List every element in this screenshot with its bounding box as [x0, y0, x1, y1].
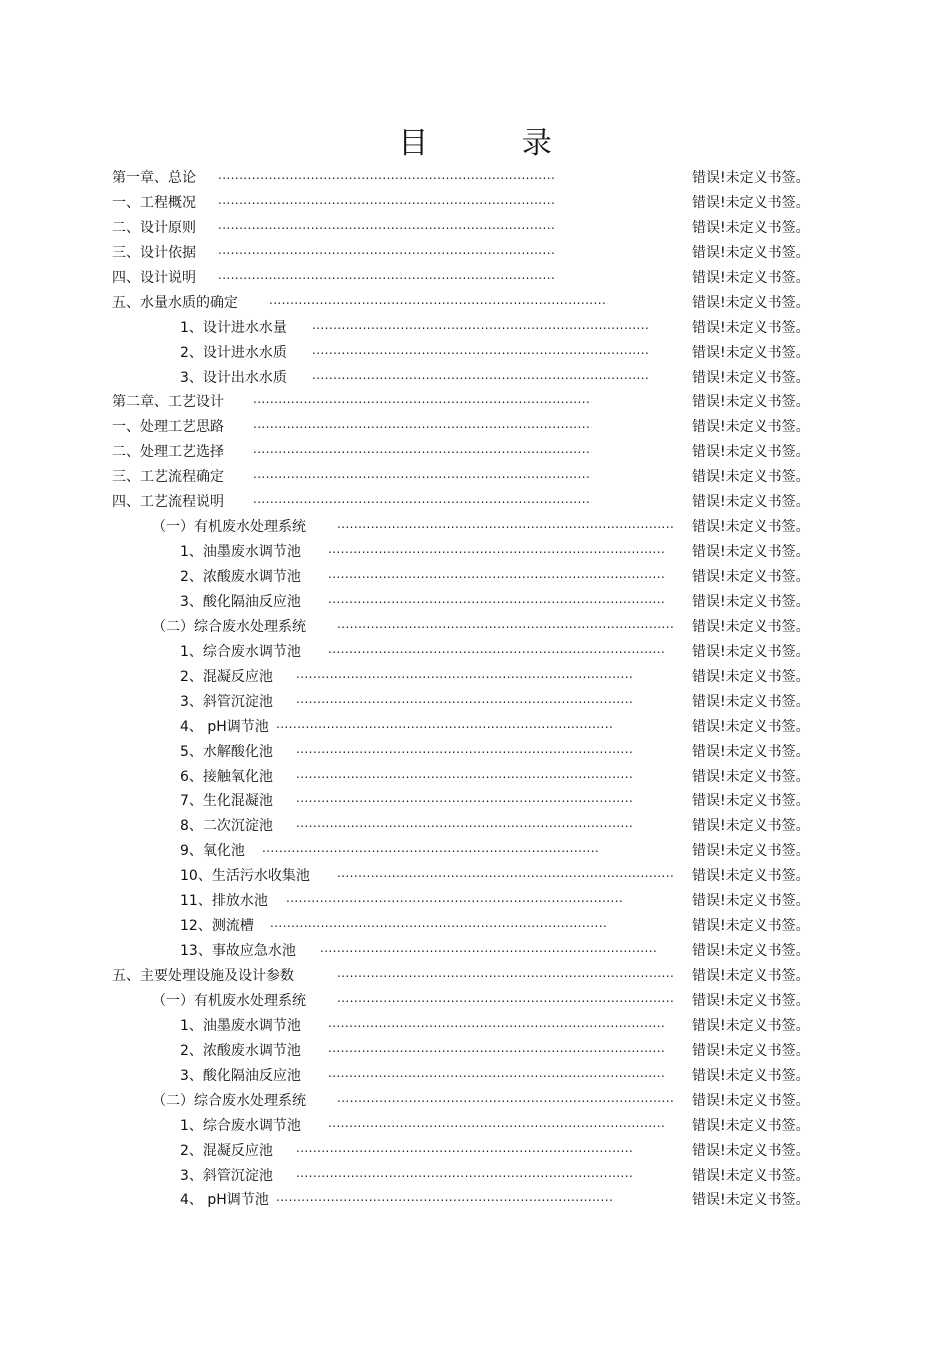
toc-entry[interactable]	[112, 465, 832, 490]
toc-dot-leader: ................................................................................	[253, 467, 591, 482]
toc-dot-leader: ................................................................................	[337, 966, 675, 980]
toc-dot-leader: ................................................................................	[312, 367, 650, 382]
toc-entry-page-ref: 错误!未定义书签。	[692, 818, 810, 835]
toc-entry-label: 二、设计原则	[112, 219, 196, 236]
toc-entry-page-ref: 错误!未定义书签。	[692, 369, 810, 386]
toc-dot-leader: ................................................................................	[328, 591, 666, 606]
toc-entry-label: 11、排放水池	[180, 893, 268, 910]
toc-dot-leader: ................................................................................	[296, 816, 634, 831]
toc-entry-label: 12、测流槽	[180, 918, 254, 935]
toc-entry-label: 五、水量水质的确定	[112, 294, 238, 311]
toc-entry-label: 1、油墨废水调节池	[180, 1017, 301, 1034]
toc-entry-page-ref: 错误!未定义书签。	[692, 344, 810, 361]
toc-dot-leader: ................................................................................	[296, 666, 634, 681]
toc-title: 目 录	[398, 126, 594, 161]
toc-dot-leader: ................................................................................	[296, 766, 634, 781]
table-of-contents	[112, 166, 832, 1213]
toc-dot-leader: ................................................................................	[337, 866, 675, 881]
toc-entry-label: 2、设计进水水质	[180, 344, 287, 361]
toc-entry-page-ref: 错误!未定义书签。	[692, 1017, 810, 1034]
toc-dot-leader: ................................................................................	[337, 517, 675, 532]
toc-dot-leader: ................................................................................	[328, 1040, 666, 1055]
toc-entry-label: 2、浓酸废水调节池	[180, 569, 301, 585]
toc-entry-label: 一、处理工艺思路	[112, 419, 224, 436]
toc-entry[interactable]	[112, 390, 832, 415]
toc-dot-leader: ................................................................................	[328, 1065, 666, 1080]
toc-dot-leader: ................................................................................	[312, 317, 650, 332]
toc-entry-label: 一、工程概况	[112, 194, 196, 211]
toc-dot-leader: ................................................................................	[328, 1015, 666, 1030]
toc-entry-page-ref: 错误!未定义书签。	[692, 294, 810, 311]
toc-entry-label: 1、综合废水调节池	[180, 1117, 301, 1134]
toc-entry-label: 10、生活污水收集池	[180, 868, 310, 885]
toc-dot-leader: ................................................................................	[262, 841, 600, 856]
toc-dot-leader: ................................................................................	[337, 1090, 675, 1105]
toc-entry-label: 3、斜管沉淀池	[180, 693, 273, 710]
toc-entry-page-ref: 错误!未定义书签。	[692, 843, 810, 860]
toc-entry-label: 四、设计说明	[112, 269, 196, 286]
toc-entry-label: 三、工艺流程确定	[112, 469, 224, 486]
toc-dot-leader: ................................................................................	[328, 542, 666, 557]
toc-entry-label: （一）有机废水处理系统	[152, 992, 306, 1009]
toc-entry-page-ref: 错误!未定义书签。	[692, 593, 810, 610]
toc-entry-page-ref: 错误!未定义书签。	[692, 1092, 810, 1109]
toc-entry-page-ref: 错误!未定义书签。	[692, 618, 810, 635]
toc-entry-page-ref: 错误!未定义书签。	[692, 544, 810, 561]
toc-entry-label: 7、生化混凝池	[180, 793, 273, 810]
toc-entry[interactable]	[112, 415, 832, 440]
toc-dot-leader: ................................................................................	[337, 990, 675, 1005]
toc-dot-leader: ................................................................................	[296, 691, 634, 706]
toc-entry-label: 二、处理工艺选择	[112, 444, 224, 461]
toc-entry-label: 五、主要处理设施及设计参数	[112, 968, 294, 984]
toc-entry-label: 4、 pH调节池	[180, 1192, 269, 1209]
toc-entry[interactable]	[112, 366, 832, 391]
toc-entry-label: 13、事故应急水池	[180, 943, 296, 960]
toc-entry-label: 1、设计进水水量	[180, 319, 287, 336]
toc-entry-page-ref: 错误!未定义书签。	[692, 494, 810, 511]
toc-dot-leader: ................................................................................	[218, 242, 556, 257]
toc-dot-leader: ................................................................................	[328, 567, 666, 581]
toc-entry-page-ref: 错误!未定义书签。	[692, 1042, 810, 1059]
toc-entry-page-ref: 错误!未定义书签。	[692, 219, 810, 236]
toc-entry-page-ref: 错误!未定义书签。	[692, 868, 810, 885]
toc-entry-label: 9、氧化池	[180, 843, 245, 860]
toc-dot-leader: ................................................................................	[296, 741, 634, 756]
toc-entry-label: 4、 pH调节池	[180, 718, 269, 735]
toc-dot-leader: ................................................................................	[328, 1115, 666, 1130]
toc-entry-page-ref: 错误!未定义书签。	[692, 718, 810, 735]
toc-dot-leader: ................................................................................	[253, 417, 591, 432]
toc-entry-page-ref: 错误!未定义书签。	[692, 918, 810, 935]
toc-entry-page-ref: 错误!未定义书签。	[692, 1192, 810, 1209]
toc-entry-page-ref: 错误!未定义书签。	[692, 1167, 810, 1184]
toc-entry-label: 3、酸化隔油反应池	[180, 1067, 301, 1084]
toc-entry-label: 第二章、工艺设计	[112, 394, 224, 411]
toc-entry-page-ref: 错误!未定义书签。	[692, 693, 810, 710]
toc-entry-label: 5、水解酸化池	[180, 743, 273, 760]
toc-entry-page-ref: 错误!未定义书签。	[692, 943, 810, 960]
toc-entry-page-ref: 错误!未定义书签。	[692, 394, 810, 411]
toc-dot-leader: ................................................................................	[253, 392, 591, 407]
toc-dot-leader: ................................................................................	[218, 168, 556, 182]
toc-entry-page-ref: 错误!未定义书签。	[692, 668, 810, 685]
toc-dot-leader: ................................................................................	[270, 916, 608, 931]
toc-entry-label: 三、设计依据	[112, 244, 196, 261]
toc-entry-page-ref: 错误!未定义书签。	[692, 444, 810, 461]
toc-dot-leader: ................................................................................	[296, 1165, 634, 1180]
toc-entry[interactable]	[112, 440, 832, 465]
toc-entry-page-ref: 错误!未定义书签。	[692, 1067, 810, 1084]
toc-entry-label: 2、浓酸废水调节池	[180, 1042, 301, 1059]
toc-entry-page-ref: 错误!未定义书签。	[692, 893, 810, 910]
toc-entry-page-ref: 错误!未定义书签。	[692, 194, 810, 211]
toc-entry-page-ref: 错误!未定义书签。	[692, 793, 810, 810]
toc-entry-label: 3、酸化隔油反应池	[180, 593, 301, 610]
toc-entry-label: 3、设计出水水质	[180, 369, 287, 386]
toc-entry-label: （一）有机废水处理系统	[152, 519, 306, 536]
toc-dot-leader: ................................................................................	[218, 217, 556, 232]
toc-entry-label: 四、工艺流程说明	[112, 494, 224, 511]
toc-entry-label: 3、斜管沉淀池	[180, 1167, 273, 1184]
toc-dot-leader: ................................................................................	[269, 292, 607, 307]
toc-entry-page-ref: 错误!未定义书签。	[692, 244, 810, 261]
toc-entry-page-ref: 错误!未定义书签。	[692, 269, 810, 286]
toc-entry-page-ref: 错误!未定义书签。	[692, 319, 810, 336]
toc-entry-page-ref: 错误!未定义书签。	[692, 1142, 810, 1159]
toc-dot-leader: ................................................................................	[286, 891, 624, 906]
toc-entry-label: 2、混凝反应池	[180, 1142, 273, 1159]
toc-entry-page-ref: 错误!未定义书签。	[692, 569, 810, 585]
toc-dot-leader: ................................................................................	[296, 791, 634, 806]
toc-entry-label: 1、油墨废水调节池	[180, 544, 301, 561]
toc-entry-page-ref: 错误!未定义书签。	[692, 743, 810, 760]
toc-entry-page-ref: 错误!未定义书签。	[692, 419, 810, 436]
toc-entry-label: 1、综合废水调节池	[180, 643, 301, 660]
toc-entry-page-ref: 错误!未定义书签。	[692, 519, 810, 536]
toc-dot-leader: ................................................................................	[320, 941, 658, 956]
toc-entry-label: （二）综合废水处理系统	[152, 1092, 306, 1109]
toc-dot-leader: ................................................................................	[296, 1140, 634, 1155]
toc-entry-page-ref: 错误!未定义书签。	[692, 469, 810, 486]
toc-entry-page-ref: 错误!未定义书签。	[692, 768, 810, 785]
toc-dot-leader: ................................................................................	[253, 492, 591, 507]
toc-dot-leader: ................................................................................	[328, 641, 666, 656]
toc-entry-page-ref: 错误!未定义书签。	[692, 1117, 810, 1134]
toc-dot-leader: ................................................................................	[253, 442, 591, 457]
toc-dot-leader: ................................................................................	[276, 716, 614, 731]
toc-entry-label: 第一章、总论	[112, 170, 196, 186]
toc-dot-leader: ................................................................................	[276, 1190, 614, 1205]
toc-entry[interactable]	[112, 1188, 832, 1213]
toc-entry-page-ref: 错误!未定义书签。	[692, 968, 810, 984]
toc-entry-page-ref: 错误!未定义书签。	[692, 643, 810, 660]
toc-entry-label: 8、二次沉淀池	[180, 818, 273, 835]
toc-dot-leader: ................................................................................	[312, 342, 650, 357]
toc-entry-label: 6、接触氧化池	[180, 768, 273, 785]
toc-dot-leader: ................................................................................	[218, 267, 556, 282]
toc-dot-leader: ................................................................................	[218, 192, 556, 207]
toc-dot-leader: ................................................................................	[337, 616, 675, 631]
toc-entry-label: （二）综合废水处理系统	[152, 618, 306, 635]
toc-entry-page-ref: 错误!未定义书签。	[692, 170, 810, 186]
toc-entry-page-ref: 错误!未定义书签。	[692, 992, 810, 1009]
toc-entry-label: 2、混凝反应池	[180, 668, 273, 685]
